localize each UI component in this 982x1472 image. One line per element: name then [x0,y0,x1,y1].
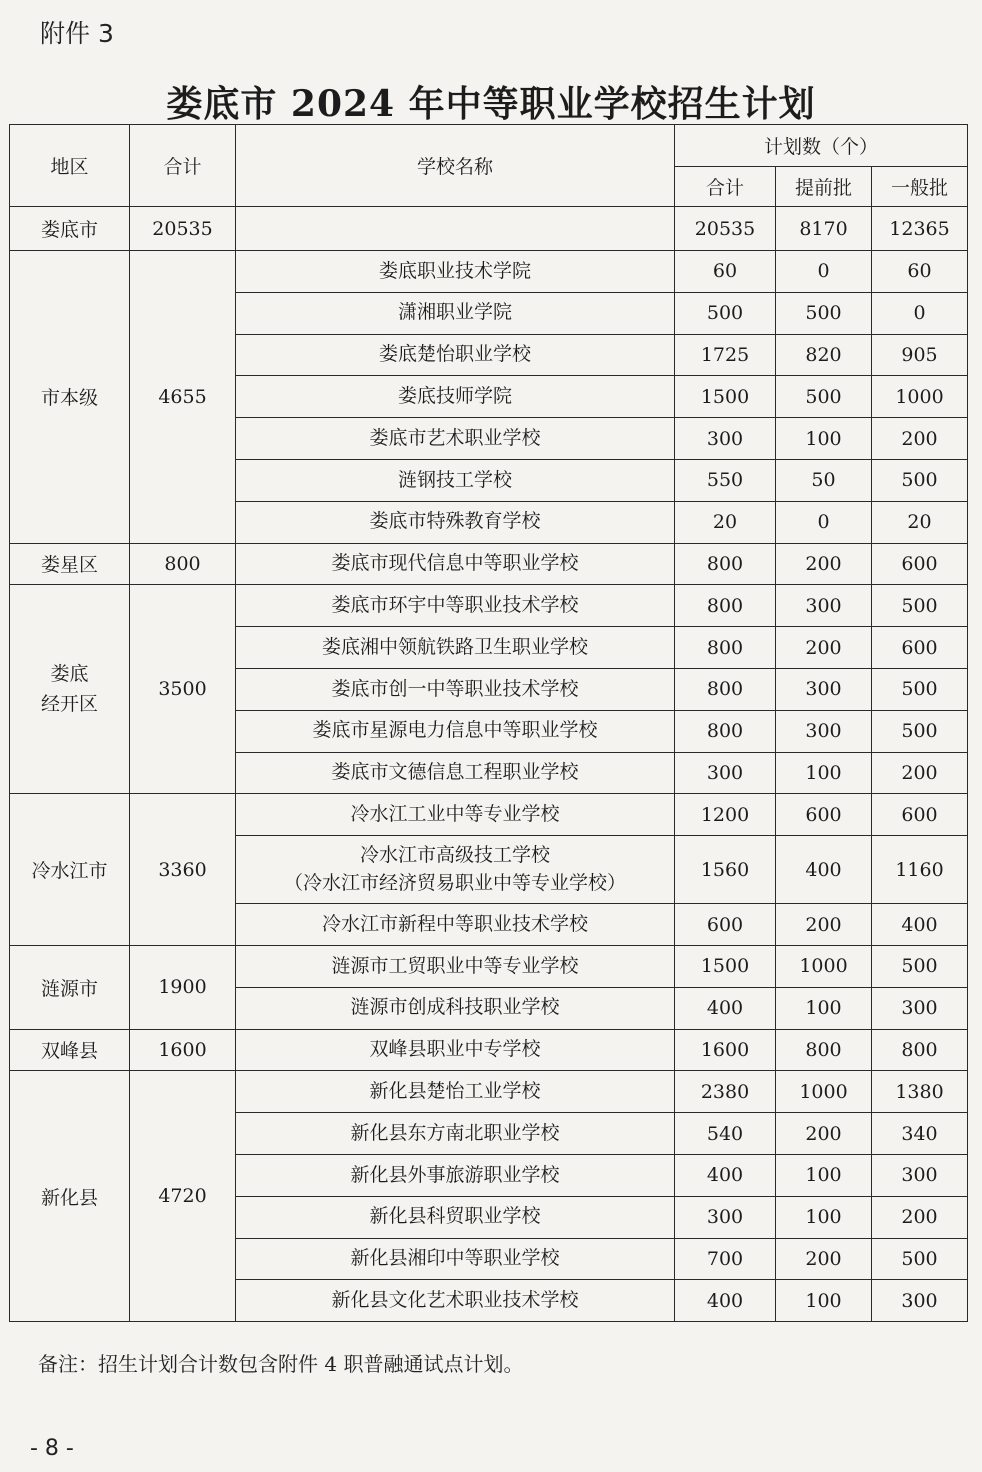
plan-total-cell: 300 [675,1196,776,1238]
school-name: 娄底市现代信息中等职业学校 [236,543,675,585]
region-total: 4655 [130,251,236,544]
plan-total-cell: 1500 [675,376,776,418]
school-name: 涟钢技工学校 [236,459,675,501]
early-cell: 200 [776,1238,872,1280]
plan-total-cell: 800 [675,710,776,752]
general-cell: 340 [872,1113,968,1155]
general-cell: 60 [872,251,968,293]
general-cell: 500 [872,1238,968,1280]
early-cell: 200 [776,1113,872,1155]
general-cell: 600 [872,543,968,585]
early-cell: 820 [776,334,872,376]
region-total: 1600 [130,1029,236,1071]
region-total: 3360 [130,794,236,946]
early-cell: 500 [776,292,872,334]
page-number: - 8 - [30,1436,74,1461]
plan-total-cell: 400 [675,987,776,1029]
page-title: 娄底市 2024 年中等职业学校招生计划 [166,83,816,125]
plan-total-cell: 800 [675,585,776,627]
general-cell: 200 [872,1196,968,1238]
header-total: 合计 [130,125,236,207]
header-general: 一般批 [872,167,968,207]
grand-total-row [10,207,968,251]
early-cell: 100 [776,1280,872,1322]
region-total: 800 [130,543,236,585]
general-cell: 500 [872,459,968,501]
region-name: 娄星区 [10,543,130,585]
table-row [10,1029,968,1071]
header-region: 地区 [10,125,130,207]
school-name: 冷水江市新程中等职业技术学校 [236,904,675,946]
plan-total-cell: 2380 [675,1071,776,1113]
region-name [10,585,130,794]
plan-total-cell: 300 [675,418,776,460]
enrollment-plan-table [9,124,968,1322]
plan-total-cell: 1500 [675,945,776,987]
general-cell: 600 [872,627,968,669]
school-name: 娄底职业技术学院 [236,251,675,293]
general-cell: 500 [872,710,968,752]
school-name: 娄底市艺术职业学校 [236,418,675,460]
grand-total-total: 20535 [130,207,236,251]
school-name-alias: （冷水江市经济贸易职业中等专业学校） [283,871,626,894]
region-name-line: 娄底 [50,662,89,685]
school-name-main: 冷水江市高级技工学校 [359,844,550,867]
plan-total-cell: 550 [675,459,776,501]
early-cell: 800 [776,1029,872,1071]
general-cell: 300 [872,1154,968,1196]
table-row [10,251,968,293]
school-name: 新化县文化艺术职业技术学校 [236,1280,675,1322]
early-cell: 1000 [776,1071,872,1113]
plan-total-cell: 300 [675,752,776,794]
plan-total-cell: 400 [675,1154,776,1196]
school-name: 娄底湘中领航铁路卫生职业学校 [236,627,675,669]
plan-total-cell: 700 [675,1238,776,1280]
school-name: 冷水江工业中等专业学校 [236,794,675,836]
early-cell: 500 [776,376,872,418]
school-name: 娄底市环宇中等职业技术学校 [236,585,675,627]
general-cell: 200 [872,418,968,460]
region-name-line: 经开区 [40,693,98,716]
early-cell: 300 [776,585,872,627]
region-total: 3500 [130,585,236,794]
school-name: 娄底市创一中等职业技术学校 [236,668,675,710]
general-cell: 20 [872,501,968,543]
region-name: 涟源市 [10,945,130,1029]
early-cell: 200 [776,627,872,669]
school-name: 涟源市创成科技职业学校 [236,987,675,1029]
plan-total-cell: 500 [675,292,776,334]
attachment-label: 附件 3 [40,19,114,48]
school-name: 娄底市文德信息工程职业学校 [236,752,675,794]
plan-total-cell: 60 [675,251,776,293]
early-cell: 100 [776,418,872,460]
plan-total-cell: 1600 [675,1029,776,1071]
plan-total-cell: 1200 [675,794,776,836]
header-plan: 计划数（个） [675,125,968,167]
general-cell: 600 [872,794,968,836]
general-cell: 200 [872,752,968,794]
school-name: 新化县东方南北职业学校 [236,1113,675,1155]
school-name: 新化县湘印中等职业学校 [236,1238,675,1280]
table-row [10,794,968,836]
general-cell: 1380 [872,1071,968,1113]
grand-total-general: 12365 [872,207,968,251]
early-cell: 50 [776,459,872,501]
region-name: 冷水江市 [10,794,130,946]
general-cell: 500 [872,945,968,987]
general-cell: 400 [872,904,968,946]
plan-total-cell: 1725 [675,334,776,376]
plan-total-cell: 800 [675,543,776,585]
early-cell: 200 [776,543,872,585]
region-total: 1900 [130,945,236,1029]
plan-total-cell: 20 [675,501,776,543]
table-row [10,585,968,627]
early-cell: 300 [776,710,872,752]
region-total: 4720 [130,1071,236,1322]
table-row [10,543,968,585]
region-name: 新化县 [10,1071,130,1322]
plan-total-cell: 1560 [675,836,776,904]
header-early: 提前批 [776,167,872,207]
plan-total-cell: 800 [675,668,776,710]
header-plan-total: 合计 [675,167,776,207]
early-cell: 200 [776,904,872,946]
general-cell: 1000 [872,376,968,418]
plan-total-cell: 540 [675,1113,776,1155]
early-cell: 100 [776,1196,872,1238]
grand-total-plan-total: 20535 [675,207,776,251]
general-cell: 300 [872,987,968,1029]
general-cell: 905 [872,334,968,376]
early-cell: 100 [776,987,872,1029]
region-name: 双峰县 [10,1029,130,1071]
general-cell: 0 [872,292,968,334]
early-cell: 600 [776,794,872,836]
early-cell: 0 [776,251,872,293]
plan-total-cell: 400 [675,1280,776,1322]
general-cell: 500 [872,668,968,710]
grand-total-region: 娄底市 [10,207,130,251]
school-name: 新化县外事旅游职业学校 [236,1154,675,1196]
table-row [10,945,968,987]
general-cell: 300 [872,1280,968,1322]
school-name: 涟源市工贸职业中等专业学校 [236,945,675,987]
school-name: 娄底楚怡职业学校 [236,334,675,376]
table-row [10,1071,968,1113]
early-cell: 1000 [776,945,872,987]
school-name: 新化县科贸职业学校 [236,1196,675,1238]
general-cell: 500 [872,585,968,627]
plan-total-cell: 600 [675,904,776,946]
early-cell: 300 [776,668,872,710]
early-cell: 100 [776,752,872,794]
early-cell: 400 [776,836,872,904]
grand-total-school [236,207,675,251]
early-cell: 0 [776,501,872,543]
school-name: 新化县楚怡工业学校 [236,1071,675,1113]
school-name: 娄底市特殊教育学校 [236,501,675,543]
early-cell: 100 [776,1154,872,1196]
plan-total-cell: 800 [675,627,776,669]
general-cell: 1160 [872,836,968,904]
header-school: 学校名称 [236,125,675,207]
school-name: 潇湘职业学院 [236,292,675,334]
region-name: 市本级 [10,251,130,544]
school-name: 双峰县职业中专学校 [236,1029,675,1071]
school-name: 娄底市星源电力信息中等职业学校 [236,710,675,752]
school-name [236,836,675,904]
grand-total-early: 8170 [776,207,872,251]
general-cell: 800 [872,1029,968,1071]
table-body [10,207,968,1322]
school-name: 娄底技师学院 [236,376,675,418]
footnote: 备注：招生计划合计数包含附件 4 职普融通试点计划。 [38,1352,524,1376]
